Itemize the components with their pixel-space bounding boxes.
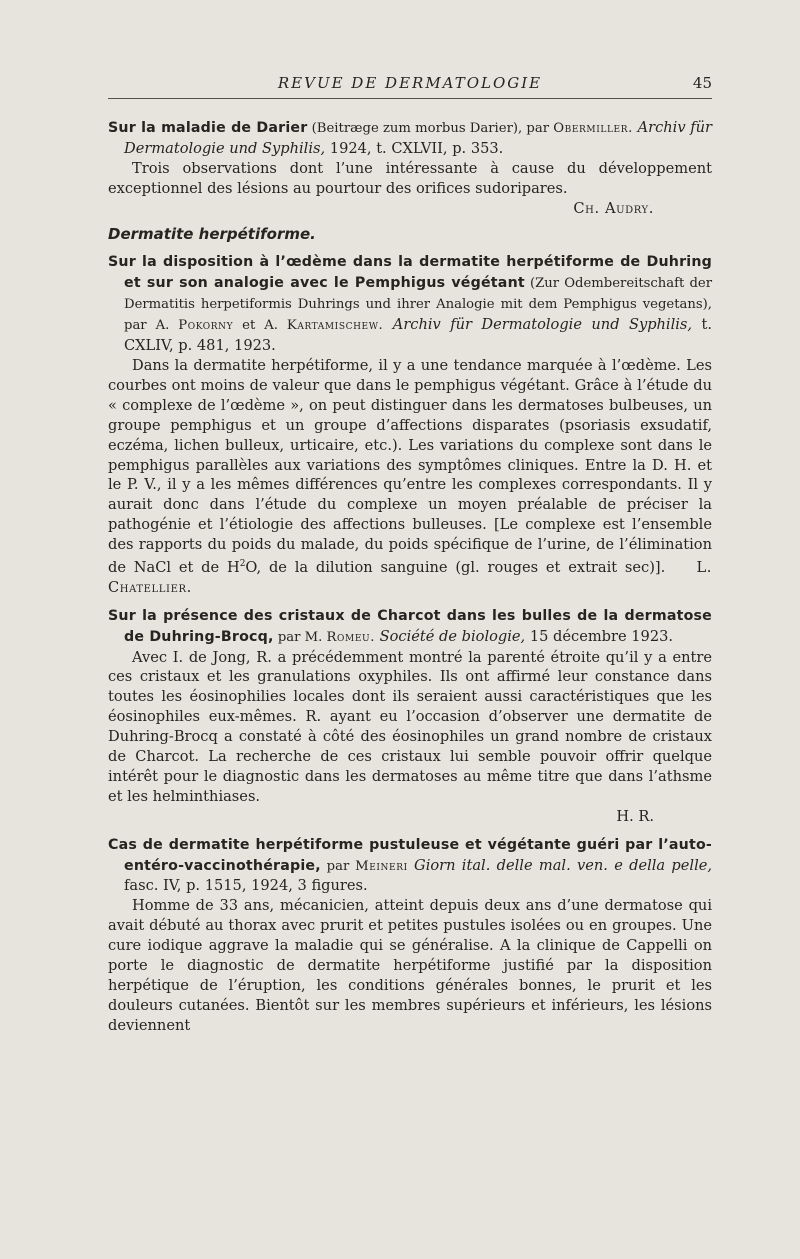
article-1-citation: Sur la maladie de Darier (Beitræge zum morbus Darier), par Obermiller. Archiv für Dermatologie und Syphilis, 1924, t. CXLVII, p. 353.	[108, 119, 713, 157]
page-content	[108, 118, 712, 1036]
section-title: Dermatite herpétiforme.	[108, 224, 316, 243]
article-1-signature: Ch. Audry.	[573, 199, 654, 217]
article-2-citation: Sur la disposition à l’œdème dans la dermatite herpétiforme de Duhring et sur son analogie avec le Pemphigus végétant (Zur Odembereitschaft der Dermatitis herpetiformis Duhrings und ihrer Analogie mit dem Pemphigus vegetans), par A. Pokorny et A. Kartamischew. Archiv für Dermatologie und Syphilis, t. CXLIV, p. 481, 1923.	[108, 254, 712, 355]
running-header	[108, 72, 712, 99]
article-4-heading: Cas de dermatite herpétiforme pustuleuse et végétante guéri par l’auto-entéro-vaccinothérapie,	[108, 836, 712, 874]
article-2-signature: L. Chatellier.	[108, 558, 712, 596]
article-4-author: Meineri	[355, 858, 408, 874]
article-4-citation: Cas de dermatite herpétiforme pustuleuse et végétante guéri par l’auto-entéro-vaccinothérapie, par Meineri Giorn ital. delle mal. ven. e della pelle, fasc. IV, p. 1515, 1924, 3 figures.	[108, 836, 713, 895]
article-2-body: Dans la dermatite herpétiforme, il y a une tendance marquée à l’œdème. Les courbes ont moins de valeur que dans le pemphigus végétant. Grâce à l’étude du « complexe de l’œdème », on peut distinguer dans les dermatoses bulbeuses, un groupe pemphigus et un groupe d’affections disparates (psoriasis exsudatif, eczéma, lichen bulleux, urticaire, etc.). Les variations du complexe sont dans le pemphigus parallèles aux variations des symptômes cliniques. Entre la D. H. et le P. V., il y a les mêmes différences qu’entre les complexes correspondants. Il y aurait donc dans l’étude du complexe un moyen préalable de préciser la pathogénie et l’étiologie des affections bulleuses. [Le complexe est l’ensemble des rapports du poids du malade, du poids spécifique de l’urine, de l’élimination de NaCl et de $H^2O$, de la dilution sanguine (gl. rouges et extrait sec)]. L. Chatellier.	[108, 356, 712, 596]
article-2-author-2: Kartamischew.	[286, 318, 384, 334]
article-3-signature: H. R.	[616, 807, 654, 825]
header-title: REVUE DE DERMATOLOGIE	[277, 74, 543, 92]
article-4-body: Homme de 33 ans, mécanicien, atteint depuis deux ans d’une dermatose qui avait débuté au thorax avec prurit et petites pustules isolées ou en groupes. Une cure iodique aggrave la maladie qui se généralise. A la clinique de Cappelli on porte le diagnostic de dermatite herpétiforme justifié par la disposition herpétique de l’éruption, les conditions générales bonnes, le prurit et les douleurs cutanées. Bientôt sur les membres supérieurs et inférieurs, les lésions deviennent	[108, 897, 712, 1034]
article-3-heading: Sur la présence des cristaux de Charcot dans les bulles de la dermatose de Duhring-Brocq,	[108, 607, 712, 645]
article-2-heading: Sur la disposition à l’œdème dans la dermatite herpétiforme de Duhring et sur son analogie avec le Pemphigus végétant	[108, 254, 712, 292]
article-2-author-1: Pokorny	[178, 318, 234, 334]
article-4-journal: Giorn ital. delle mal. ven. e della pelle,	[414, 856, 713, 874]
article-1-body: Trois observations dont l’une intéressante à cause du développement exceptionnel des lésions au pourtour des orifices sudoripares.	[108, 159, 712, 197]
article-3-body: Avec I. de Jong, R. a précédemment montré la parenté étroite qu’il y a entre ces cristaux et les granulations oxyphiles. Ils ont affirmé leur constance dans toutes les éosinophilies locales dont ils seraient aussi caractéristiques que les éosinophiles eux-mêmes. R. ayant eu l’occasion d’observer une dermatite de Duhring-Brocq a constaté à côté des éosinophiles un grand nombre de cristaux de Charcot. La recherche de ces cristaux lui semble pouvoir offrir quelque intérêt pour le diagnostic dans les dermatoses au même titre que dans l’athsme et les helminthiases.	[108, 648, 712, 805]
article-3-citation: Sur la présence des cristaux de Charcot dans les bulles de la dermatose de Duhring-Brocq, par M. Romeu. Société de biologie, 15 décembre 1923.	[108, 607, 712, 645]
article-1-heading: Sur la maladie de Darier	[108, 120, 308, 136]
article-1-journal: Archiv für Dermatologie und Syphilis,	[124, 119, 713, 157]
article-1-author: Obermiller.	[553, 121, 633, 136]
article-3-author: Romeu.	[326, 629, 375, 645]
article-3-journal: Société de biologie,	[379, 627, 526, 645]
article-2-journal: Archiv für Dermatologie und Syphilis,	[392, 316, 693, 334]
page-number: 45	[692, 74, 712, 92]
